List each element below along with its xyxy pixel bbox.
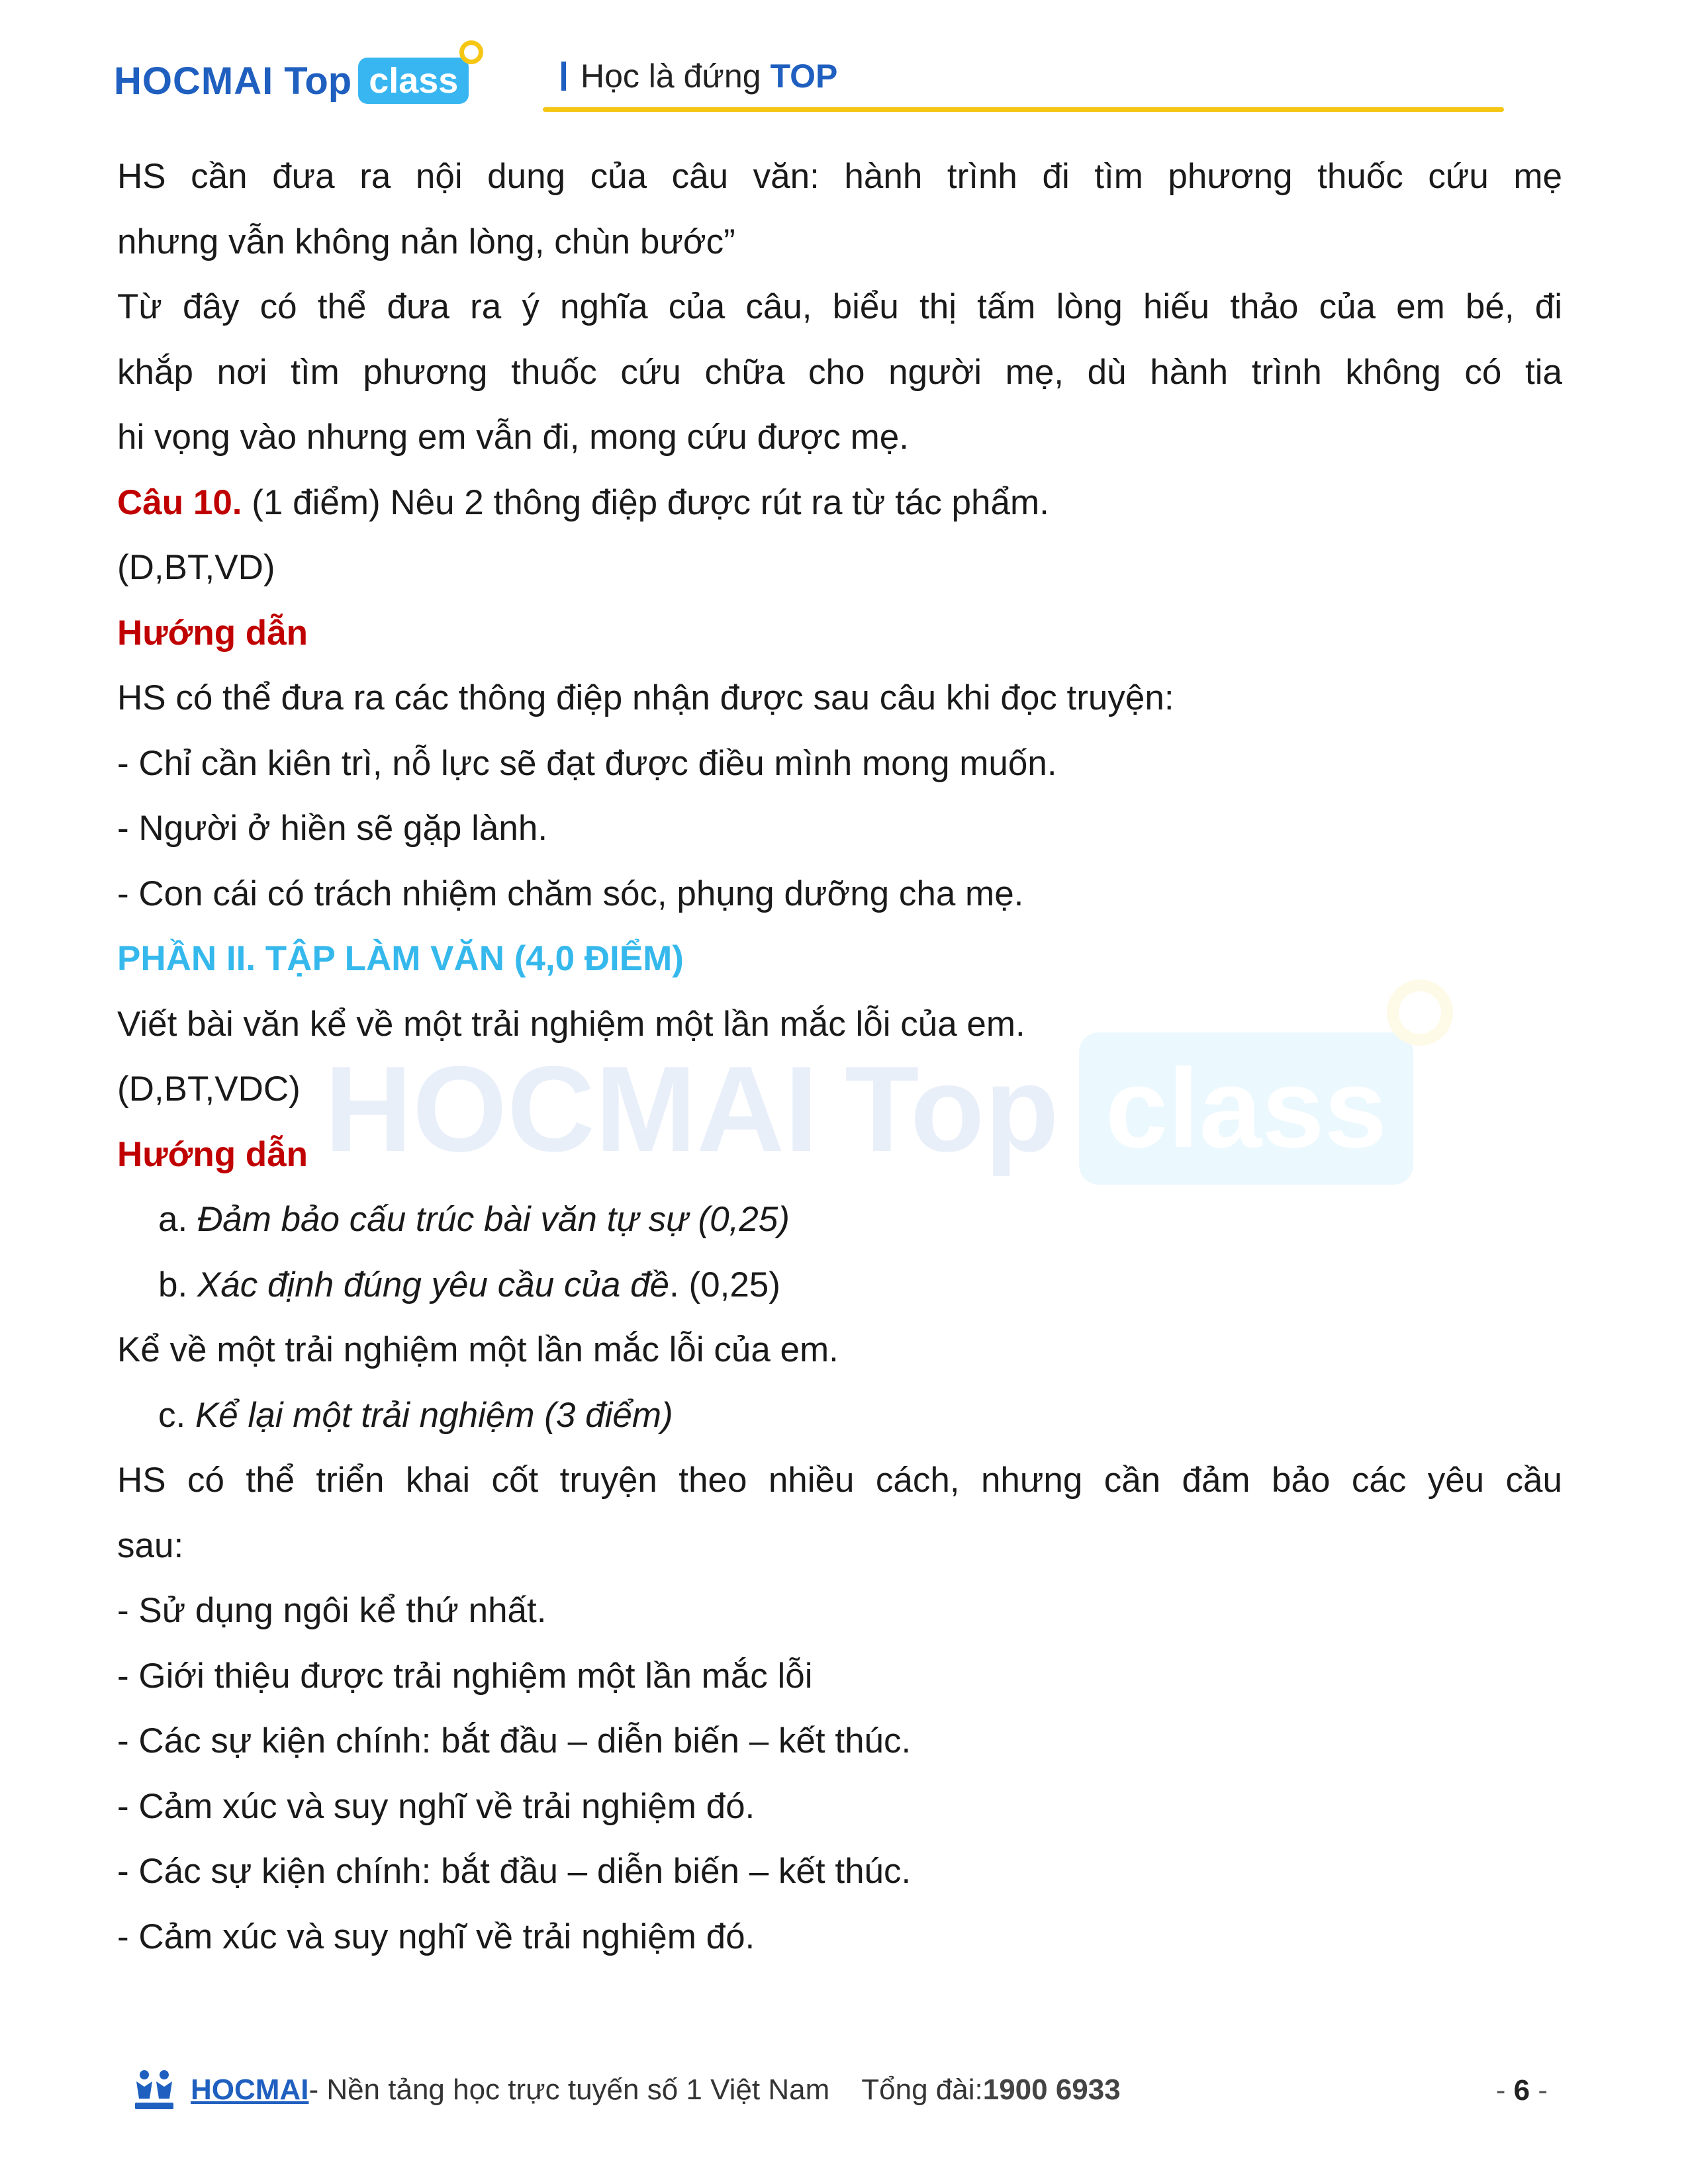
watermark-hocmai: HOCMAI <box>324 1040 819 1177</box>
logo-class-text: class <box>369 61 459 101</box>
footer-hotline-label: Tổng đài: <box>861 2073 983 2106</box>
question-10 <box>117 471 1562 536</box>
criterion-b-marker: b. <box>158 1265 197 1304</box>
criterion-c-bullet-4: - Cảm xúc và suy nghĩ về trải nghiệm đó. <box>117 1786 755 1826</box>
body-line-1: HS cần đưa ra nội dung của câu văn: hành trình đi tìm phương thuốc cứu mẹ <box>117 157 1562 196</box>
body-line-5: hi vọng vào nhưng em vẫn đi, mong cứu được mẹ. <box>117 418 909 457</box>
criterion-c-marker: c. <box>158 1395 195 1435</box>
criterion-c-intro-1: HS có thể triển khai cốt truyện theo nhiều cách, nhưng cần đảm bảo các yêu cầu <box>117 1461 1562 1500</box>
page-number-value: 6 <box>1513 2074 1530 2107</box>
guide-1-intro: HS có thể đưa ra các thông điệp nhận được sau câu khi đọc truyện: <box>117 678 1174 717</box>
question-10-text: (1 điểm) Nêu 2 thông điệp được rút ra từ tác phẩm. <box>242 482 1049 522</box>
page-number-prefix: - <box>1495 2074 1514 2107</box>
criterion-c-bullet-2: - Giới thiệu được trải nghiệm một lần mắc lỗi <box>117 1656 813 1696</box>
criterion-c <box>117 1383 1562 1449</box>
page-number <box>1496 2074 1548 2107</box>
hocmai-people-icon <box>131 2067 177 2113</box>
gear-icon <box>459 40 483 64</box>
logo-top-text: Top <box>284 59 352 103</box>
page-number-suffix: - <box>1530 2074 1548 2107</box>
criterion-c-intro-2: sau: <box>117 1525 184 1565</box>
body-line-4: khắp nơi tìm phương thuốc cứu chữa cho người mẹ, dù hành trình không có tia <box>117 352 1562 392</box>
question-10-label: Câu 10. <box>117 482 242 522</box>
page-footer <box>131 2064 1548 2116</box>
criterion-b-detail: Kể về một trải nghiệm một lần mắc lỗi của em. <box>117 1330 839 1369</box>
writing-task-level: (D,BT,VDC) <box>117 1069 301 1109</box>
guide-heading-1: Hướng dẫn <box>117 613 308 653</box>
guide-1-bullet-3: - Con cái có trách nhiệm chăm sóc, phụng dưỡng cha mẹ. <box>117 874 1024 913</box>
question-10-level: (D,BT,VD) <box>117 548 275 587</box>
criterion-b-text: Xác định đúng yêu cầu của đề <box>197 1265 670 1304</box>
guide-1-bullet-2: - Người ở hiền sẽ gặp lành. <box>117 809 548 848</box>
body-line-2: nhưng vẫn không nản lòng, chùn bước” <box>117 222 735 261</box>
logo-hocmai-text: HOCMAI <box>114 59 274 103</box>
body-line-3: Từ đây có thể đưa ra ý nghĩa của câu, biểu thị tấm lòng hiếu thảo của em bé, đi <box>117 287 1562 326</box>
criterion-c-bullet-1: - Sử dụng ngôi kể thứ nhất. <box>117 1591 547 1630</box>
criterion-b <box>117 1253 1562 1318</box>
criterion-c-text: Kể lại một trải nghiệm (3 điểm) <box>195 1395 673 1435</box>
header-slogan <box>561 57 837 95</box>
criterion-a-text: Đảm bảo cấu trúc bài văn tự sự (0,25) <box>197 1200 790 1239</box>
part-2-heading: PHẦN II. TẬP LÀM VĂN (4,0 ĐIỂM) <box>117 939 684 978</box>
header-logo <box>114 54 469 107</box>
criterion-c-bullet-5: - Các sự kiện chính: bắt đầu – diễn biến – kết thúc. <box>117 1852 912 1891</box>
header-underline <box>543 107 1504 112</box>
criterion-c-bullet-3: - Các sự kiện chính: bắt đầu – diễn biến – kết thúc. <box>117 1721 912 1760</box>
footer-hotline-number: 1900 6933 <box>982 2073 1121 2106</box>
slogan-divider <box>561 62 566 91</box>
logo-class-badge <box>358 58 469 104</box>
slogan-highlight: TOP <box>770 58 838 95</box>
watermark-class-text: class <box>1105 1046 1387 1171</box>
criterion-c-bullet-6: - Cảm xúc và suy nghĩ về trải nghiệm đó. <box>117 1917 755 1956</box>
footer-brand-link[interactable]: HOCMAI <box>191 2073 309 2106</box>
watermark-top: Top <box>845 1040 1059 1177</box>
document-body <box>117 144 1562 1970</box>
guide-1-bullet-1: - Chỉ cần kiên trì, nỗ lực sẽ đạt được điều mình mong muốn. <box>117 743 1057 783</box>
slogan-text: Học là đứng <box>581 58 761 95</box>
footer-tagline: - Nền tảng học trực tuyến số 1 Việt Nam <box>308 2073 830 2106</box>
criterion-a-marker: a. <box>158 1200 197 1239</box>
criterion-a <box>117 1187 1562 1253</box>
guide-heading-2: Hướng dẫn <box>117 1134 308 1174</box>
criterion-b-score: . (0,25) <box>669 1265 780 1304</box>
writing-task: Viết bài văn kể về một trải nghiệm một lần mắc lỗi của em. <box>117 1004 1025 1044</box>
